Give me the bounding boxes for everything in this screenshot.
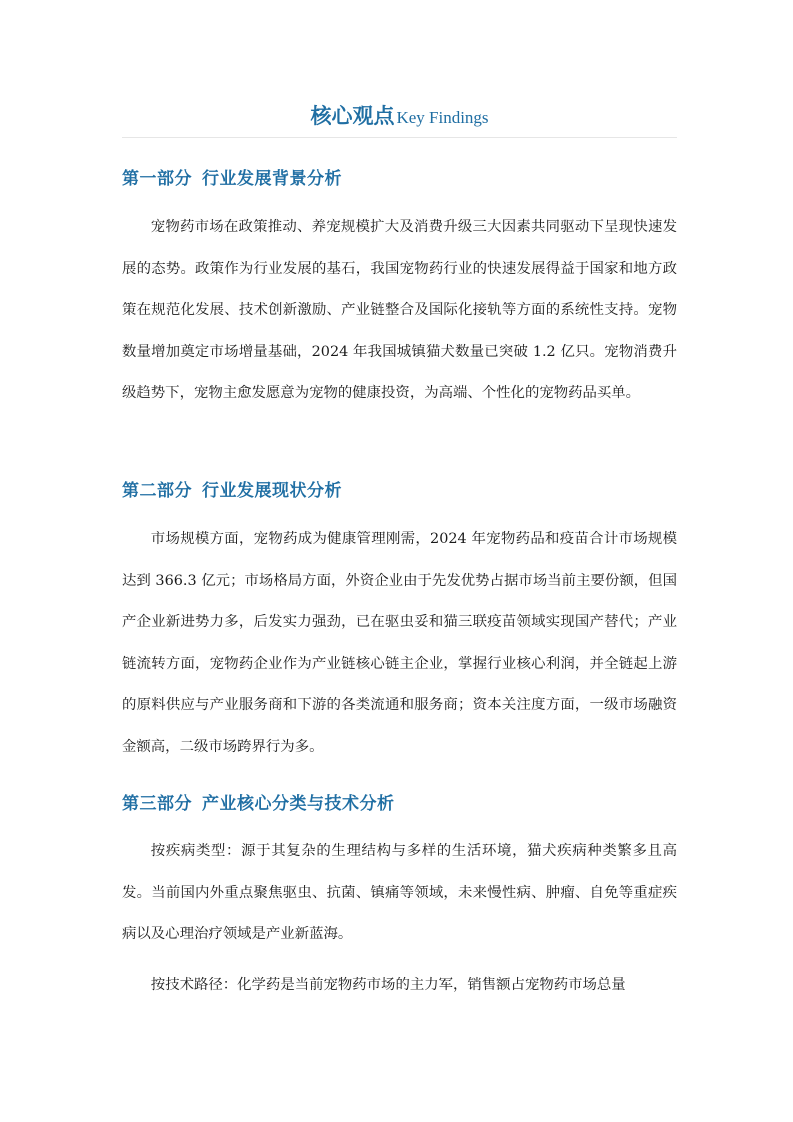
page-title bbox=[122, 100, 677, 130]
section-title: 产业核心分类与技术分析 bbox=[202, 794, 395, 814]
title-divider bbox=[122, 137, 677, 138]
title-chinese: 核心观点 bbox=[310, 103, 395, 128]
section-title: 行业发展背景分析 bbox=[202, 169, 342, 189]
section-2-paragraph-1: 市场规模方面，宠物药成为健康管理刚需，2024 年宠物药品和疫苗合计市场规模达到 366.3 亿元；市场格局方面，外资企业由于先发优势占据市场当前主要份额，但国产企业新进势力多，后发实力强劲，已在驱虫妥和猫三联疫苗领域实现国产替代；产业链流转方面，宠物药企业作为产业链核心链主企业，掌握行业核心利润，并全链起上游的原料供应与产业服务商和下游的各类流通和服务商；资本关注度方面，一级市场融资金额高，二级市场跨界行为多。 bbox=[122, 531, 677, 755]
title-english: Key Findings bbox=[396, 108, 489, 127]
section-title: 行业发展现状分析 bbox=[202, 481, 342, 501]
section-heading-2 bbox=[122, 476, 682, 501]
section-number: 第三部分 bbox=[122, 794, 192, 814]
section-number: 第一部分 bbox=[122, 169, 192, 189]
section-3-paragraph-1: 按疾病类型：源于其复杂的生理结构与多样的生活环境，猫犬疾病种类繁多且高发。当前国内外重点聚焦驱虫、抗菌、镇痛等领域，未来慢性病、肿瘤、自免等重症疾病以及心理治疗领域是产业新蓝海。 bbox=[122, 843, 677, 943]
section-1-paragraph-1: 宠物药市场在政策推动、养宠规模扩大及消费升级三大因素共同驱动下呈现快速发展的态势。政策作为行业发展的基石，我国宠物药行业的快速发展得益于国家和地方政策在规范化发展、技术创新激励、产业链整合及国际化接轨等方面的系统性支持。宠物数量增加奠定市场增量基础，2024 年我国城镇猫犬数量已突破 1.2 亿只。宠物消费升级趋势下，宠物主愈发愿意为宠物的健康投资，为高端、个性化的宠物药品买单。 bbox=[122, 219, 677, 402]
section-3-paragraph-2: 按技术路径：化学药是当前宠物药市场的主力军，销售额占宠物药市场总量 bbox=[150, 977, 626, 993]
section-heading-3 bbox=[122, 789, 682, 814]
section-heading-1 bbox=[122, 164, 682, 189]
section-number: 第二部分 bbox=[122, 481, 192, 501]
